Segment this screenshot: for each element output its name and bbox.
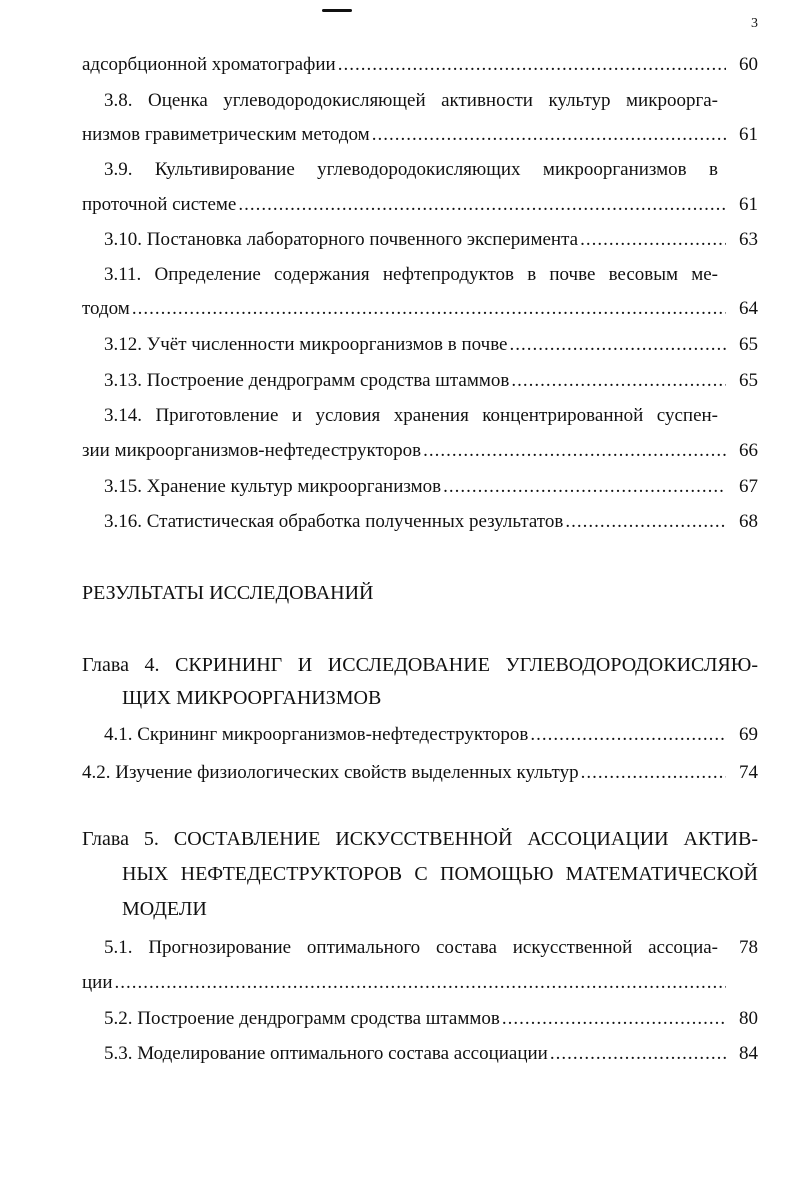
dot-leader — [580, 227, 726, 253]
toc-entry-text: тодом — [82, 298, 130, 319]
toc-entry-text: 5.2. Построение дендрограмм сродства штаммов — [104, 1008, 500, 1029]
chapter-4-title-line1[interactable]: Глава 4. СКРИНИНГ И ИССЛЕДОВАНИЕ УГЛЕВОДОРОДОКИСЛЯЮ- — [82, 654, 758, 676]
toc-entry-text: адсорбционной хроматографии — [82, 54, 336, 75]
dot-leader — [550, 1041, 726, 1067]
dot-leader — [443, 474, 726, 500]
toc-entry-text: 4.2. Изучение физиологических свойств выделенных культур — [82, 762, 579, 783]
toc-entry-page: 64 — [739, 298, 758, 319]
toc-entry-page: 63 — [739, 229, 758, 250]
dot-leader — [502, 1006, 726, 1032]
toc-entry-3-15[interactable] — [82, 474, 758, 500]
toc-entry-5-1-line2[interactable] — [82, 970, 758, 996]
toc-entry-text: 5.1. Прогнозирование оптимального состава искусственной ассоциа- — [104, 937, 718, 958]
results-heading: РЕЗУЛЬТАТЫ ИССЛЕДОВАНИЙ — [82, 582, 374, 604]
toc-entry-3-8-line1[interactable]: 3.8. Оценка углеводородокисляющей активности культур микроорга- — [104, 90, 718, 111]
toc-entry-page: 61 — [739, 124, 758, 145]
toc-entry-page: 65 — [739, 370, 758, 391]
dot-leader — [511, 368, 726, 394]
chapter-4-title-line2[interactable]: ЩИХ МИКРООРГАНИЗМОВ — [122, 687, 382, 709]
toc-entry-page: 68 — [739, 511, 758, 532]
toc-entry-3-13[interactable] — [82, 368, 758, 394]
toc-entry-page: 60 — [739, 54, 758, 75]
toc-entry-5-3[interactable] — [82, 1041, 758, 1067]
dot-leader — [565, 509, 726, 535]
toc-entry-text: 3.13. Построение дендрограмм сродства штаммов — [104, 370, 510, 391]
dot-leader — [530, 722, 726, 748]
toc-entry-page: 66 — [739, 440, 758, 461]
toc-entry-page: 65 — [739, 334, 758, 355]
toc-entry-page: 84 — [739, 1043, 758, 1064]
toc-entry-3-9-line1[interactable]: 3.9. Культивирование углеводородокисляющих микроорганизмов в — [104, 159, 718, 180]
toc-entry-3-10[interactable] — [82, 227, 758, 253]
dot-leader — [132, 296, 726, 322]
toc-entry-text: проточной системе — [82, 194, 237, 215]
toc-entry-page: 74 — [739, 762, 758, 783]
page-number: 3 — [751, 16, 758, 31]
scan-mark — [322, 9, 352, 12]
chapter-5-title-line1[interactable]: Глава 5. СОСТАВЛЕНИЕ ИСКУССТВЕННОЙ АССОЦИАЦИИ АКТИВ- — [82, 828, 758, 850]
dot-leader — [238, 192, 726, 218]
toc-entry-page: 67 — [739, 476, 758, 497]
toc-entry-page: 78 — [739, 937, 758, 958]
toc-entry-page: 69 — [739, 724, 758, 745]
toc-entry-3-11-line2[interactable] — [82, 296, 758, 322]
toc-entry-3-7-cont[interactable] — [82, 52, 758, 78]
toc-entry-text: 3.15. Хранение культур микроорганизмов — [104, 476, 442, 497]
toc-entry-3-16[interactable] — [82, 509, 758, 535]
toc-entry-text: 3.10. Постановка лабораторного почвенного эксперимента — [104, 229, 579, 250]
toc-entry-page: 61 — [739, 194, 758, 215]
toc-entry-5-2[interactable] — [82, 1006, 758, 1032]
toc-entry-4-1[interactable] — [82, 722, 758, 748]
chapter-5-title-line3[interactable]: МОДЕЛИ — [122, 898, 207, 920]
toc-entry-text: низмов гравиметрическим методом — [82, 124, 370, 145]
toc-entry-text: 4.1. Скрининг микроорганизмов-нефтедеструкторов — [104, 724, 529, 745]
dot-leader — [510, 332, 727, 358]
toc-entry-page: 80 — [739, 1008, 758, 1029]
toc-entry-3-14-line1[interactable]: 3.14. Приготовление и условия хранения концентрированной суспен- — [104, 405, 718, 426]
dot-leader — [372, 122, 726, 148]
toc-entry-text: 3.16. Статистическая обработка полученных результатов — [104, 511, 564, 532]
toc-entry-4-2[interactable] — [82, 760, 758, 786]
toc-entry-3-12[interactable] — [82, 332, 758, 358]
toc-entry-text: ции — [82, 972, 113, 993]
dot-leader — [423, 438, 726, 464]
toc-entry-3-11-line1[interactable]: 3.11. Определение содержания нефтепродуктов в почве весовым ме- — [104, 264, 718, 285]
toc-entry-3-8-line2[interactable] — [82, 122, 758, 148]
chapter-5-title-line2[interactable]: НЫХ НЕФТЕДЕСТРУКТОРОВ С ПОМОЩЬЮ МАТЕМАТИЧЕСКОЙ — [122, 863, 758, 885]
toc-entry-text: 3.12. Учёт численности микроорганизмов в почве — [104, 334, 508, 355]
toc-entry-3-9-line2[interactable] — [82, 192, 758, 218]
toc-entry-3-14-line2[interactable] — [82, 438, 758, 464]
toc-entry-text: 5.3. Моделирование оптимального состава ассоциации — [104, 1043, 548, 1064]
dot-leader — [338, 52, 726, 78]
dot-leader — [581, 760, 726, 786]
toc-entry-text: зии микроорганизмов-нефтедеструкторов — [82, 440, 422, 461]
toc-entry-5-1-line1[interactable] — [82, 935, 758, 961]
dot-leader — [115, 970, 726, 996]
